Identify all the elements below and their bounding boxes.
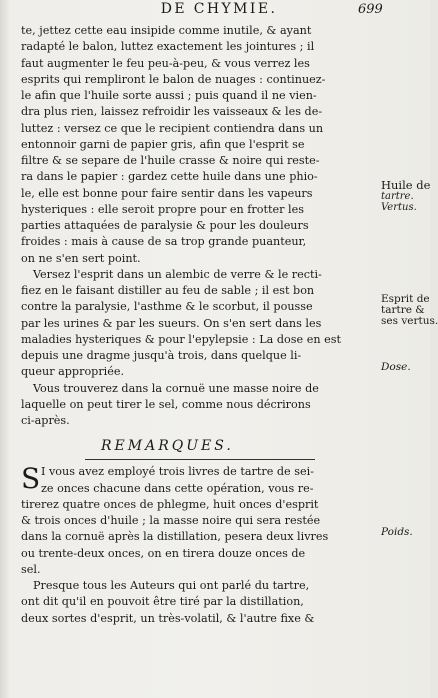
text-line: parties attaquées de paralysie & pour les douleurs [21, 219, 309, 232]
text-line: faut augmenter le feu peu-à-peu, & vous verrez les [21, 56, 310, 70]
text-line: filtre & se separe de l'huile crasse & noire qui reste- [21, 154, 320, 167]
paragraph-start-line: Presque tous les Auteurs qui ont parlé du tartre, [33, 579, 310, 592]
text-line: queur appropriée. [21, 365, 125, 379]
text-line: esprits qui rempliront le balon de nuages : continuez- [21, 72, 326, 86]
text-line: le afin que l'huile sorte aussi ; puis quand il ne vien- [21, 89, 317, 102]
text-line: dra plus rien, laissez refroidir les vaisseaux & les de- [21, 105, 323, 119]
text-line: laquelle on peut tirer le sel, comme nous décrirons [21, 397, 311, 411]
page-number: 699 [358, 2, 383, 17]
text-line: deux sortes d'esprit, un très-volatil, & l'autre fixe & [21, 611, 315, 625]
heading-rule [85, 459, 315, 460]
text-line: luttez : versez ce que le recipient contiendra dans un [21, 121, 324, 135]
dropcap-letter: S [21, 462, 41, 496]
text-line: entonnoir garni de papier gris, afin que l'esprit se [21, 137, 305, 151]
text-line: radapté le balon, luttez exactement les jointures ; il [21, 40, 315, 54]
text-line: sel. [21, 562, 41, 576]
text-line: te, jettez cette eau insipide comme inutile, & ayant [21, 24, 312, 37]
running-title: DE CHYMIE. [160, 1, 278, 17]
text-line: & trois onces d'huile ; la masse noire qui sera restée [21, 514, 321, 527]
text-line: le, elle est bonne pour faire sentir dans les vapeurs [21, 186, 313, 200]
text-line: ze onces chacune dans cette opération, vous re- [41, 481, 314, 495]
page-header [0, 0, 430, 20]
main-text-column [21, 23, 375, 627]
margin-note-line: Vertus. [381, 202, 417, 213]
margin-note-esprit [381, 294, 438, 327]
margin-note-line: tartre & [381, 304, 425, 316]
text-line: ont dit qu'il en pouvoit être tiré par la distillation, [21, 595, 304, 609]
text-line: ra dans le papier : gardez cette huile dans une phio- [21, 170, 318, 184]
text-line: maladies hysteriques & pour l'epylepsie : La dose en est [21, 332, 341, 346]
text-line: hysteriques : elle seroit propre pour en frotter les [21, 202, 304, 216]
paragraph-start-line: Versez l'esprit dans un alembic de verre & le recti- [33, 267, 322, 281]
margin-note-line: tartre. [381, 191, 414, 202]
text-line: on ne s'en sert point. [21, 251, 141, 265]
text-line: tirerez quatre onces de phlegme, huit onces d'esprit [21, 497, 319, 511]
text-line: depuis une dragme jusqu'à trois, dans quelque li- [21, 349, 302, 362]
text-line: dans la cornuë après la distillation, pesera deux livres [21, 530, 329, 544]
margin-note-poids: Poids. [381, 526, 413, 538]
text-line: I vous avez employé trois livres de tartre de sei- [41, 465, 314, 479]
margin-note-dose: Dose. [381, 361, 411, 373]
text-line: ou trente-deux onces, on en tirera douze onces de [21, 546, 306, 560]
margin-note-line: ses vertus. [381, 315, 438, 327]
text-line: fiez en le faisant distiller au feu de sable ; il est bon [21, 284, 315, 297]
margin-note-line: Esprit de [381, 293, 430, 305]
text-line: ci-après. [21, 414, 70, 427]
margin-note-line: Huile de [381, 178, 431, 192]
text-line: froides : mais à cause de sa trop grande puanteur, [21, 235, 307, 249]
text-line: contre la paralysie, l'asthme & le scorbut, il pousse [21, 300, 313, 314]
remarques-heading: REMARQUES. [101, 438, 234, 455]
text-line: par les urines & par les sueurs. On s'en sert dans les [21, 316, 322, 330]
margin-note-huile [381, 180, 430, 213]
paragraph-start-line: Vous trouverez dans la cornuë une masse noire de [33, 381, 319, 395]
